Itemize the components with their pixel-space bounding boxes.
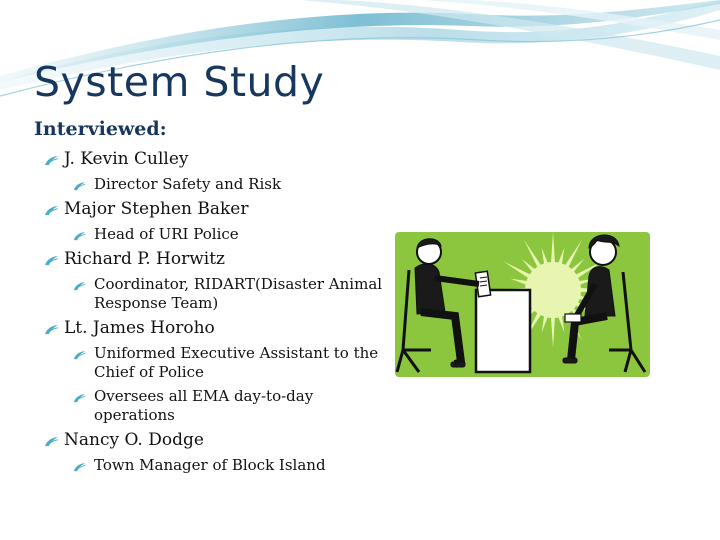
swoosh-bullet-icon: [73, 181, 86, 191]
sub-bullet-item: [44, 456, 384, 475]
sub-bullet-item: [44, 175, 384, 194]
swoosh-bullet-icon: [73, 281, 86, 291]
sunburst-center: [525, 262, 581, 318]
swoosh-bullet-icon: [44, 205, 59, 216]
swoosh-bullet-icon: [73, 393, 86, 403]
bullet-text: Nancy O. Dodge: [64, 430, 204, 450]
sub-bullet-text: Director Safety and Risk: [94, 175, 282, 193]
sub-bullet-item: [44, 344, 384, 382]
bullet-item: [44, 317, 384, 339]
bullet-item: [44, 429, 384, 451]
swoosh-bullet-icon: [44, 324, 59, 335]
bullet-item: [44, 198, 384, 220]
interview-illustration: [395, 232, 650, 377]
sub-bullet-text: Coordinator, RIDART(Disaster Animal Response Team): [94, 275, 383, 312]
swoosh-bullet-icon: [44, 436, 59, 447]
swoosh-bullet-icon: [73, 462, 86, 472]
swoosh-bullet-icon: [73, 231, 86, 241]
sub-bullet-item: [44, 387, 384, 425]
desk: [476, 290, 530, 372]
bullet-item: [44, 248, 384, 270]
bullet-text: Major Stephen Baker: [64, 199, 249, 219]
sub-bullet-text: Uniformed Executive Assistant to the Chief of Police: [94, 344, 379, 381]
slide-subtitle: Interviewed:: [34, 118, 167, 140]
sub-bullet-item: [44, 225, 384, 244]
swoosh-bullet-icon: [44, 255, 59, 266]
slide-title: System Study: [34, 58, 325, 106]
bullet-list: [44, 144, 384, 475]
sub-bullet-text: Oversees all EMA day-to-day operations: [94, 387, 314, 424]
sub-bullet-text: Head of URI Police: [94, 225, 239, 243]
sub-bullet-item: [44, 275, 384, 313]
bullet-text: Lt. James Horoho: [64, 318, 215, 338]
bullet-text: J. Kevin Culley: [64, 149, 189, 169]
bullet-text: Richard P. Horwitz: [64, 249, 226, 269]
sub-bullet-text: Town Manager of Block Island: [94, 456, 326, 474]
swoosh-bullet-icon: [44, 155, 59, 166]
swoosh-bullet-icon: [73, 350, 86, 360]
bullet-item: [44, 148, 384, 170]
